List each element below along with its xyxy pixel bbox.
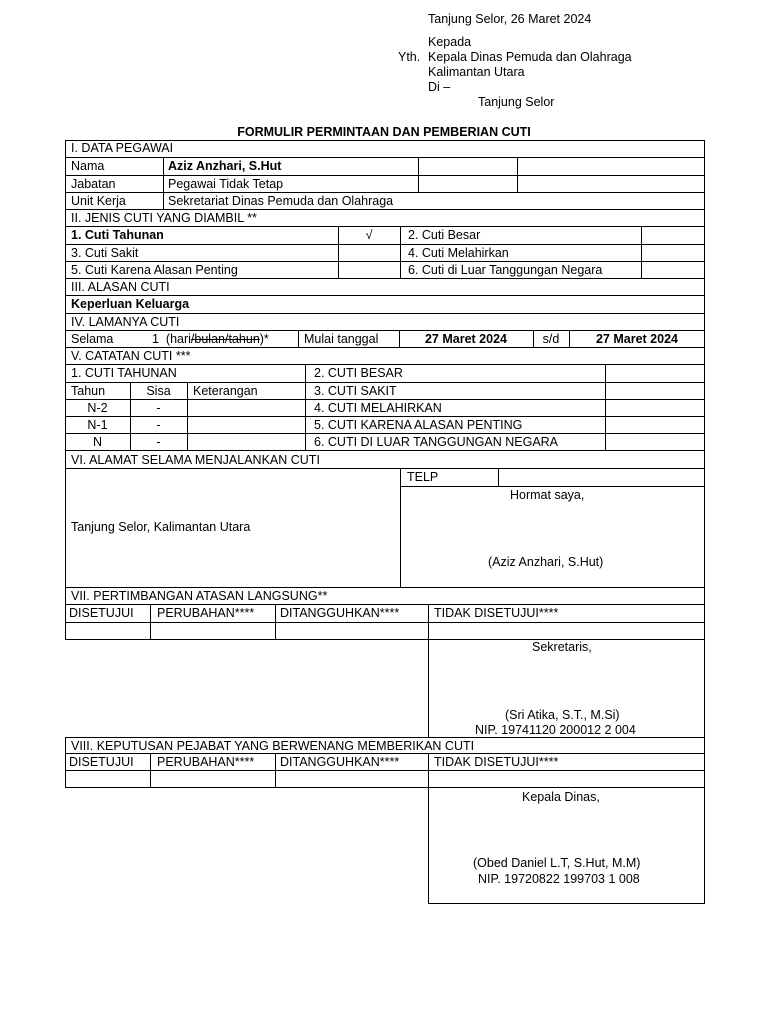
col-keterangan: Keterangan xyxy=(193,384,258,398)
row-sisa-n2: - xyxy=(156,401,161,415)
section4-heading: IV. LAMANYA CUTI xyxy=(71,315,180,329)
pemohon-name: (Aziz Anzhari, S.Hut) xyxy=(488,555,604,569)
nama-label: Nama xyxy=(71,159,105,173)
section3-heading: III. ALASAN CUTI xyxy=(71,280,170,294)
unit-close: )* xyxy=(259,332,269,346)
cuti-alasan-penting-option: 5. Cuti Karena Alasan Penting xyxy=(71,263,238,277)
section8-heading: VIII. KEPUTUSAN PEJABAT YANG BERWENANG MEMBERIKAN CUTI xyxy=(71,739,475,753)
s8-nip: NIP. 19720822 199703 1 008 xyxy=(478,872,640,886)
jabatan-value: Pegawai Tidak Tetap xyxy=(168,177,284,191)
catatan-cuti-luar-tanggungan: 6. CUTI DI LUAR TANGGUNGAN NEGARA xyxy=(314,435,559,449)
kepada-label: Kepada xyxy=(428,35,472,49)
section7-heading: VII. PERTIMBANGAN ATASAN LANGSUNG** xyxy=(71,589,328,603)
s7-disetujui: DISETUJUI xyxy=(69,606,134,620)
hormat-saya: Hormat saya, xyxy=(510,488,585,502)
cuti-luar-tanggungan-option: 6. Cuti di Luar Tanggungan Negara xyxy=(408,263,603,277)
place-date: Tanjung Selor, 26 Maret 2024 xyxy=(428,12,592,26)
unit-kerja-label: Unit Kerja xyxy=(71,194,126,208)
unit-sep2: / xyxy=(225,332,229,346)
s8-ditangguhkan: DITANGGUHKAN**** xyxy=(280,755,400,769)
row-tahun-n1: N-1 xyxy=(87,418,108,432)
unit-kerja-value: Sekretariat Dinas Pemuda dan Olahraga xyxy=(168,194,394,208)
s7-nip: NIP. 19741120 200012 2 004 xyxy=(475,723,636,737)
telp-label: TELP xyxy=(407,470,439,484)
check-mark: √ xyxy=(365,228,373,242)
row-tahun-n2: N-2 xyxy=(87,401,108,415)
alamat-value: Tanjung Selor, Kalimantan Utara xyxy=(71,520,251,534)
row-sisa-n: - xyxy=(156,435,161,449)
s7-name: (Sri Atika, S.T., M.Si) xyxy=(505,708,620,722)
col-sisa: Sisa xyxy=(146,384,171,398)
section2-heading: II. JENIS CUTI YANG DIAMBIL ** xyxy=(71,211,257,225)
end-date: 27 Maret 2024 xyxy=(595,332,678,346)
unit-hari: hari xyxy=(170,332,191,346)
catatan-cuti-sakit: 3. CUTI SAKIT xyxy=(314,384,397,398)
s7-perubahan: PERUBAHAN**** xyxy=(157,606,255,620)
s7-tidak-disetujui: TIDAK DISETUJUI**** xyxy=(434,606,559,620)
catatan-cuti-melahirkan: 4. CUTI MELAHIRKAN xyxy=(314,401,442,415)
cuti-besar-option: 2. Cuti Besar xyxy=(408,228,481,242)
di-label: Di – xyxy=(428,80,451,94)
section6-heading: VI. ALAMAT SELAMA MENJALANKAN CUTI xyxy=(71,453,320,467)
duration-amount xyxy=(152,332,269,347)
cuti-sakit-option: 3. Cuti Sakit xyxy=(71,246,139,260)
selama-label: Selama xyxy=(71,332,114,346)
nama-value: Aziz Anzhari, S.Hut xyxy=(168,159,282,173)
mulai-label: Mulai tanggal xyxy=(304,332,379,346)
s8-name: (Obed Daniel L.T, S.Hut, M.M) xyxy=(473,856,641,870)
section5-heading: V. CATATAN CUTI *** xyxy=(71,349,191,363)
catatan-cuti-alasan-penting: 5. CUTI KARENA ALASAN PENTING xyxy=(314,418,523,432)
unit-open: ( xyxy=(165,332,171,346)
alasan-value: Keperluan Keluarga xyxy=(71,297,190,311)
recipient-line2: Kalimantan Utara xyxy=(428,65,525,79)
s8-disetujui: DISETUJUI xyxy=(69,755,134,769)
unit-bulan: bulan xyxy=(194,332,225,346)
unit-sep1: / xyxy=(190,332,195,346)
row-sisa-n1: - xyxy=(156,418,161,432)
duration-number: 1 xyxy=(152,332,159,346)
jabatan-label: Jabatan xyxy=(71,177,116,191)
s8-perubahan: PERUBAHAN**** xyxy=(157,755,255,769)
section1-heading: I. DATA PEGAWAI xyxy=(71,141,174,155)
catatan-cuti-tahunan: 1. CUTI TAHUNAN xyxy=(71,366,177,380)
start-date: 27 Maret 2024 xyxy=(424,332,507,346)
col-tahun: Tahun xyxy=(71,384,106,398)
s8-role: Kepala Dinas, xyxy=(522,790,600,804)
s7-role: Sekretaris, xyxy=(532,640,592,654)
cuti-melahirkan-option: 4. Cuti Melahirkan xyxy=(408,246,509,260)
row-tahun-n: N xyxy=(92,435,103,449)
yth-label: Yth. xyxy=(398,50,421,64)
unit-tahun: tahun xyxy=(228,332,260,346)
s8-tidak-disetujui: TIDAK DISETUJUI**** xyxy=(434,755,559,769)
recipient-line1: Kepala Dinas Pemuda dan Olahraga xyxy=(428,50,632,64)
di-place: Tanjung Selor xyxy=(478,95,555,109)
sd-label: s/d xyxy=(542,332,560,346)
catatan-cuti-besar: 2. CUTI BESAR xyxy=(314,366,403,380)
cuti-tahunan-option: 1. Cuti Tahunan xyxy=(71,228,164,242)
form-title: FORMULIR PERMINTAAN DAN PEMBERIAN CUTI xyxy=(237,125,531,139)
s7-ditangguhkan: DITANGGUHKAN**** xyxy=(280,606,400,620)
